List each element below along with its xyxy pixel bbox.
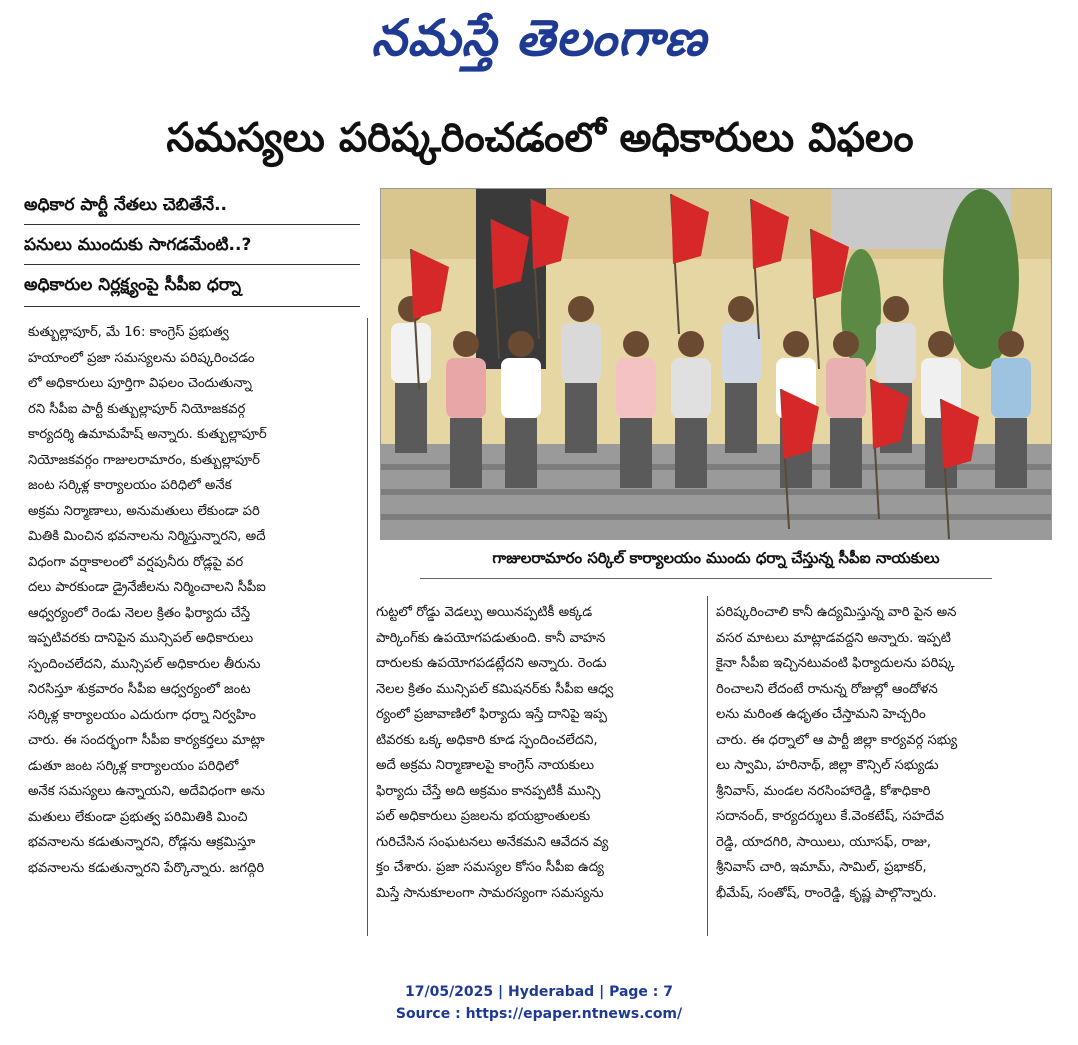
article-line: విధంగా వర్షాకాలంలో వర్షపునీరు రోడ్లపై వర <box>28 554 244 570</box>
article-line: ఆధ్వర్యంలో రెండు నెలల క్రితం ఫిర్యాదు చేస్తే <box>28 605 251 621</box>
person-body <box>876 323 916 383</box>
article-line: అనేక సమస్యలు ఉన్నాయని, అదేవిధంగా అను <box>28 784 265 799</box>
person-body <box>446 358 486 418</box>
person-body <box>616 358 656 418</box>
article-line: ఫిర్యాదు చేస్తే అది అక్రమం కానప్పటికీ మున్సి <box>376 783 601 799</box>
person-body <box>561 323 601 383</box>
article-line: చారు. ఈ ధర్నాలో ఆ పార్టీ జిల్లా కార్యవర్గ సభ్యు <box>716 732 958 748</box>
article-line: అదే అక్రమ నిర్మాణాలపై కాంగ్రెస్ నాయకులు <box>376 758 595 773</box>
person-head <box>998 331 1024 357</box>
article-line: మిస్తే సానుకూలంగా సామరస్యంగా సమస్యను <box>376 885 604 901</box>
article-line: దారులకు ఉపయోగపడట్లేదని అన్నారు. రెండు <box>376 656 607 671</box>
person-head <box>833 331 859 357</box>
person-head <box>928 331 954 357</box>
person-head <box>783 331 809 357</box>
article-line: లో అధికారులు పూర్తిగా విఫలం చెందుతున్నా <box>28 376 252 391</box>
article-line: కైనా సీపీఐ ఇచ్చినటువంటి ఫిర్యాదులను పరిష్క <box>716 656 955 671</box>
person-legs <box>725 383 757 453</box>
article-line: భవనాలను కడుతున్నారని, రోడ్లను ఆక్రమిస్తూ <box>28 835 256 850</box>
article-line: జంట సర్కిళ్ల కార్యాలయం పరిధిలో అనేక <box>28 478 232 493</box>
person-legs <box>995 418 1027 488</box>
article-line: క్తం చేశారు. ప్రజా సమస్యల కోసం సీపీఐ ఉద్య <box>376 860 604 875</box>
article-column-2 <box>376 600 698 906</box>
person-legs <box>565 383 597 453</box>
article-line: రని సీపీఐ పార్టీ కుత్బుల్లాపూర్ నియోజకవర్గ <box>28 401 246 417</box>
article-line: ఇప్పటివరకు దానిపైన మున్సిపల్ అధికారులు <box>28 631 254 646</box>
article-column-3 <box>716 600 1046 906</box>
article-line: నియోజకవర్గం గాజులరామారం, కుత్బుల్లాపూర్ <box>28 452 260 468</box>
article-line: డుతూ జంట సర్కిళ్ల కార్యాలయం పరిధిలో <box>28 758 239 774</box>
person-body <box>501 358 541 418</box>
article-line: కుత్బుల్లాపూర్, మే 16: కాంగ్రెస్ ప్రభుత్వ <box>28 325 229 340</box>
kicker-2: పనులు ముందుకు సాగడమేంటి..? <box>24 235 252 255</box>
masthead-logo: నమస్తే తెలంగాణ <box>371 8 707 67</box>
article-line: భీమేష్, సంతోష్, రాంరెడ్డి, కృష్ణ పాల్గొన్నారు. <box>716 885 937 901</box>
person-head <box>678 331 704 357</box>
kicker-divider <box>24 264 360 265</box>
article-line: వసర మాటలు మాట్లాడవద్దని అన్నారు. ఇప్పటి <box>716 630 951 646</box>
person-legs <box>830 418 862 488</box>
article-line: ర్యంలో ప్రజావాణిలో ఫిర్యాదు ఇస్తే దానిపై ఇప్ప <box>376 707 607 722</box>
article-line: సదానంద్, కార్యదర్శులు కే.వెంకటేష్, సహదేవ <box>716 809 945 824</box>
person-head <box>508 331 534 357</box>
person-head <box>453 331 479 357</box>
footer-source-link[interactable]: Source : https://epaper.ntnews.com/ <box>395 1006 683 1022</box>
article-line: పార్కింగ్‌కు ఉపయోగపడుతుంది. కానీ వాహన <box>376 630 606 646</box>
person-head <box>883 296 909 322</box>
article-line: మితికి మించిన భవనాలను నిర్మిస్తున్నారని, అదే <box>28 529 266 544</box>
article-line: రెడ్డి, యాదగిరి, సాయిలు, యూసఫ్, రాజు, <box>716 834 931 850</box>
article-line: పల్ అధికారులు ప్రజలను భయభ్రాంతులకు <box>376 809 591 824</box>
article-line: లు స్వామి, హరినాథ్, జిల్లా కౌన్సిల్ సభ్యుడు <box>716 758 939 773</box>
person-body <box>721 323 761 383</box>
article-line: పరిష్కరించాలి కానీ ఉద్యమిస్తున్న వారి పైన అన <box>716 605 957 620</box>
kicker-divider <box>24 306 360 307</box>
article-line: దలు పారకుండా డ్రైనేజీలను నిర్మించాలని సీపీఐ <box>28 580 266 595</box>
person-head <box>623 331 649 357</box>
article-line: శ్రీనివాస్ చారి, ఇమామ్, సామిల్, ప్రభాకర్, <box>716 860 927 875</box>
article-line: స్పందించలేదని, మున్సిపల్ అధికారుల తీరును <box>28 656 261 672</box>
person-legs <box>620 418 652 488</box>
caption-underline <box>420 578 992 579</box>
article-line: గుట్టలో రోడ్డు వెడల్పు అయినప్పటికీ అక్కడ <box>376 605 593 620</box>
person-body <box>991 358 1031 418</box>
article-line: భవనాలను కడుతున్నారని పేర్కొన్నారు. జగద్గిరి <box>28 860 265 876</box>
article-line: నిరసిస్తూ శుక్రవారం సీపీఐ ఆధ్వర్యంలో జంట <box>28 682 251 697</box>
person-head <box>728 296 754 322</box>
kicker-3: అధికారుల నిర్లక్ష్యంపై సీపీఐ ధర్నా <box>24 275 242 295</box>
kicker-divider <box>24 224 360 225</box>
article-line: హయాంలో ప్రజా సమస్యలను పరిష్కరించడం <box>28 350 255 366</box>
person-legs <box>395 383 427 453</box>
article-line: రించాలని లేదంటే రానున్న రోజుల్లో ఆందోళన <box>716 681 938 697</box>
dharna-photo-illustration <box>381 189 1052 540</box>
headline: సమస్యలు పరిష్కరించడంలో అధికారులు విఫలం <box>166 115 914 161</box>
article-line: శ్రీనివాస్, మండల నరసింహారెడ్డి, కోశాధికారి <box>716 783 931 799</box>
news-photo <box>380 188 1052 540</box>
photo-caption: గాజులరామారం సర్కిల్ కార్యాలయం ముందు ధర్నా చేస్తున్న సీపీఐ నాయకులు <box>492 549 940 567</box>
person-legs <box>450 418 482 488</box>
article-line: లను మరింత ఉధృతం చేస్తామని హెచ్చరిం <box>716 707 926 722</box>
column-rule <box>707 596 708 936</box>
person-body <box>826 358 866 418</box>
article-line: అక్రమ నిర్మాణాలు, అనుమతులు లేకుండా పరి <box>28 503 260 519</box>
person-head <box>568 296 594 322</box>
kicker-1: అధికార పార్టీ నేతలు చెబితేనే.. <box>24 195 227 215</box>
article-column-1 <box>28 320 356 881</box>
article-line: కార్యదర్శి ఉమామహేష్ అన్నారు. కుత్బుల్లాపూర్ <box>28 427 267 442</box>
article-line: టివరకు ఒక్క అధికారి కూడ స్పందించలేదని, <box>376 732 598 748</box>
article-line: చారు. ఈ సందర్భంగా సీపీఐ కార్యకర్తలు మాట్లా <box>28 733 265 748</box>
person-body <box>671 358 711 418</box>
article-line: నెలల క్రితం మున్సిపల్ కమిషనర్‌కు సీపీఐ ఆధ్వ <box>376 681 614 697</box>
person-body <box>391 323 431 383</box>
person-legs <box>505 418 537 488</box>
article-line: మతులు లేకుండా ప్రభుత్వ పరిమితికి మించి <box>28 809 248 825</box>
footer-date-line: 17/05/2025 | Hyderabad | Page : 7 <box>404 984 674 1000</box>
article-line: గురిచేసిన సంఘటనలు అనేకమని ఆవేదన వ్య <box>376 834 609 850</box>
article-line: సర్కిళ్ల కార్యాలయం ఎదురుగా ధర్నా నిర్వహిం <box>28 707 256 723</box>
person-legs <box>675 418 707 488</box>
column-rule <box>367 318 368 936</box>
